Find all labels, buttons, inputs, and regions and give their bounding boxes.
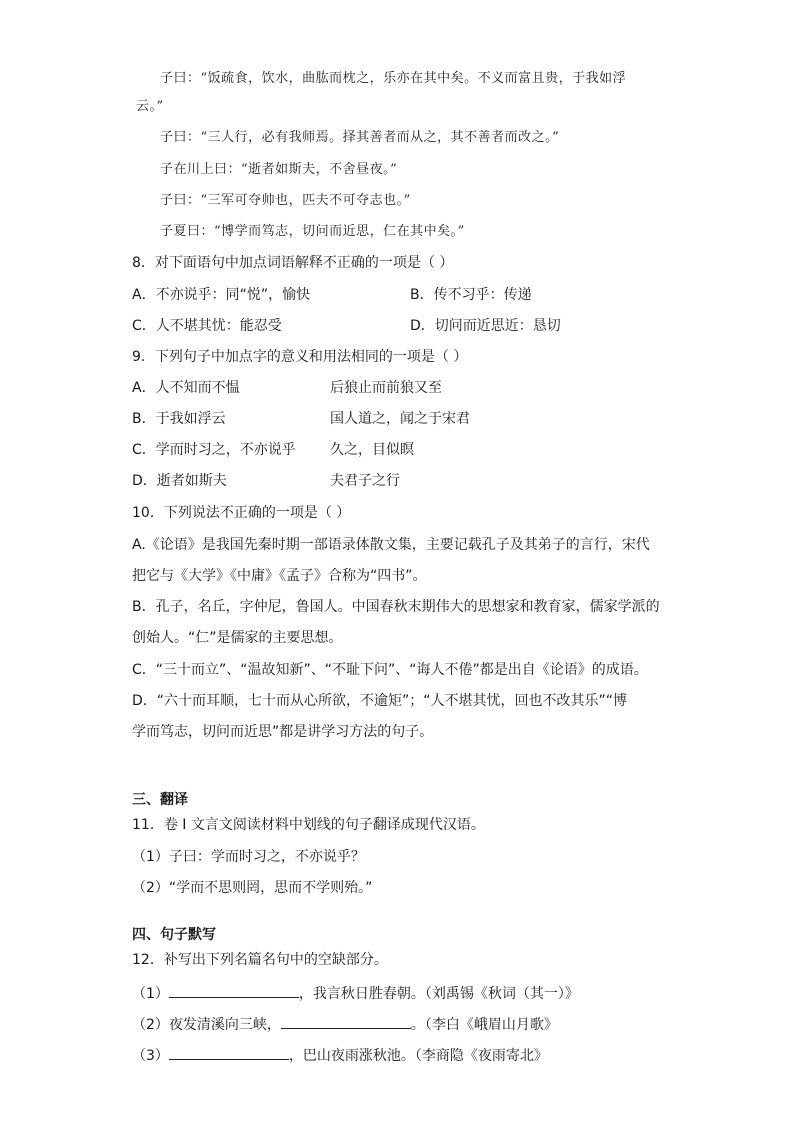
fill-blank-item bbox=[132, 1013, 558, 1035]
fill-blank-item bbox=[132, 982, 579, 1004]
question-10-line: 把它与《大学》《中庸》《孟子》合称为“四书”。 bbox=[132, 568, 427, 584]
answer-blank[interactable] bbox=[281, 1013, 411, 1029]
item-number: （3） bbox=[132, 1048, 169, 1064]
item-text-after: ，巴山夜雨涨秋池。（李商隐《夜雨寄北》 bbox=[288, 1048, 548, 1064]
quote-line: 云。” bbox=[136, 99, 164, 114]
quote-line: 子曰：“三人行，必有我师焉。择其善者而从之，其不善者而改之。” bbox=[160, 130, 560, 145]
question-10-stem: 10．下列说法不正确的一项是（ ） bbox=[132, 505, 351, 521]
section-3-heading: 三、翻译 bbox=[132, 792, 188, 808]
option-c-left: C．学而时习之，不亦说乎 bbox=[132, 442, 296, 458]
option-a-right: 后狼止而前狼又至 bbox=[330, 380, 442, 396]
option-b-right: 国人道之，闻之于宋君 bbox=[330, 411, 470, 427]
item-text-after: ，我言秋日胜春朝。（刘禹锡《秋词（其一）》 bbox=[298, 986, 579, 1002]
question-10-line: B．孔子，名丘，字仲尼，鲁国人。中国春秋末期伟大的思想家和教育家，儒家学派的 bbox=[132, 599, 660, 615]
option-d-left: D．逝者如斯夫 bbox=[132, 473, 227, 489]
item-text-after: 。（李白《峨眉山月歌》 bbox=[410, 1017, 558, 1033]
option-b: B．传不习乎：传递 bbox=[410, 287, 532, 303]
question-12-stem: 12．补写出下列名篇名句中的空缺部分。 bbox=[132, 952, 388, 968]
answer-blank[interactable] bbox=[169, 1044, 289, 1060]
translation-item: （2）“学而不思则罔，思而不学则殆。” bbox=[132, 880, 373, 896]
option-c: C．人不堪其忧：能忍受 bbox=[132, 318, 282, 334]
question-9-stem: 9．下列句子中加点字的意义和用法相同的一项是（ ） bbox=[132, 349, 468, 365]
option-c-right: 久之，目似瞑 bbox=[330, 442, 414, 458]
quote-line: 子曰：“饭疏食，饮水，曲肱而枕之，乐亦在其中矣。不义而富且贵，于我如浮 bbox=[160, 71, 627, 86]
question-10-line: C．“三十而立”、“温故知新”、“不耻下问”、“诲人不倦”都是出自《论语》的成语。 bbox=[132, 662, 648, 678]
fill-blank-item bbox=[132, 1044, 548, 1066]
question-11-stem: 11．卷 I 文言文阅读材料中划线的句子翻译成现代汉语。 bbox=[132, 817, 485, 833]
quote-line: 子夏曰：“博学而笃志，切问而近思，仁在其中矣。” bbox=[160, 224, 465, 239]
question-10-line: 创始人。“仁”是儒家的主要思想。 bbox=[132, 630, 343, 646]
option-a-left: A．人不知而不愠 bbox=[132, 380, 240, 396]
question-10-line: A.《论语》是我国先秦时期一部语录体散文集，主要记载孔子及其弟子的言行，宋代 bbox=[132, 537, 650, 553]
translation-item: （1）子曰：学而时习之，不亦说乎？ bbox=[132, 849, 365, 865]
question-10-line: D．“六十而耳顺，七十而从心所欲，不逾矩”；“人不堪其忧，回也不改其乐”“博 bbox=[132, 693, 628, 709]
item-number: （2） bbox=[132, 1017, 169, 1033]
section-4-heading: 四、句子默写 bbox=[132, 927, 216, 943]
quote-line: 子曰：“三军可夺帅也，匹夫不可夺志也。” bbox=[160, 193, 411, 208]
item-text-before: 夜发清溪向三峡， bbox=[168, 1017, 281, 1033]
option-d-right: 夫君子之行 bbox=[330, 473, 400, 489]
item-number: （1） bbox=[132, 986, 169, 1002]
answer-blank[interactable] bbox=[169, 982, 299, 998]
question-8-stem: 8．对下面语句中加点词语解释不正确的一项是（ ） bbox=[132, 255, 454, 271]
quote-line: 子在川上曰：“逝者如斯夫，不舍昼夜。” bbox=[160, 162, 398, 177]
question-10-line: 学而笃志，切问而近思”都是讲学习方法的句子。 bbox=[132, 724, 434, 740]
option-d: D．切问而近思近：恳切 bbox=[410, 318, 561, 334]
option-b-left: B．于我如浮云 bbox=[132, 411, 226, 427]
option-a: A．不亦说乎：同“悦”，愉快 bbox=[132, 287, 311, 303]
